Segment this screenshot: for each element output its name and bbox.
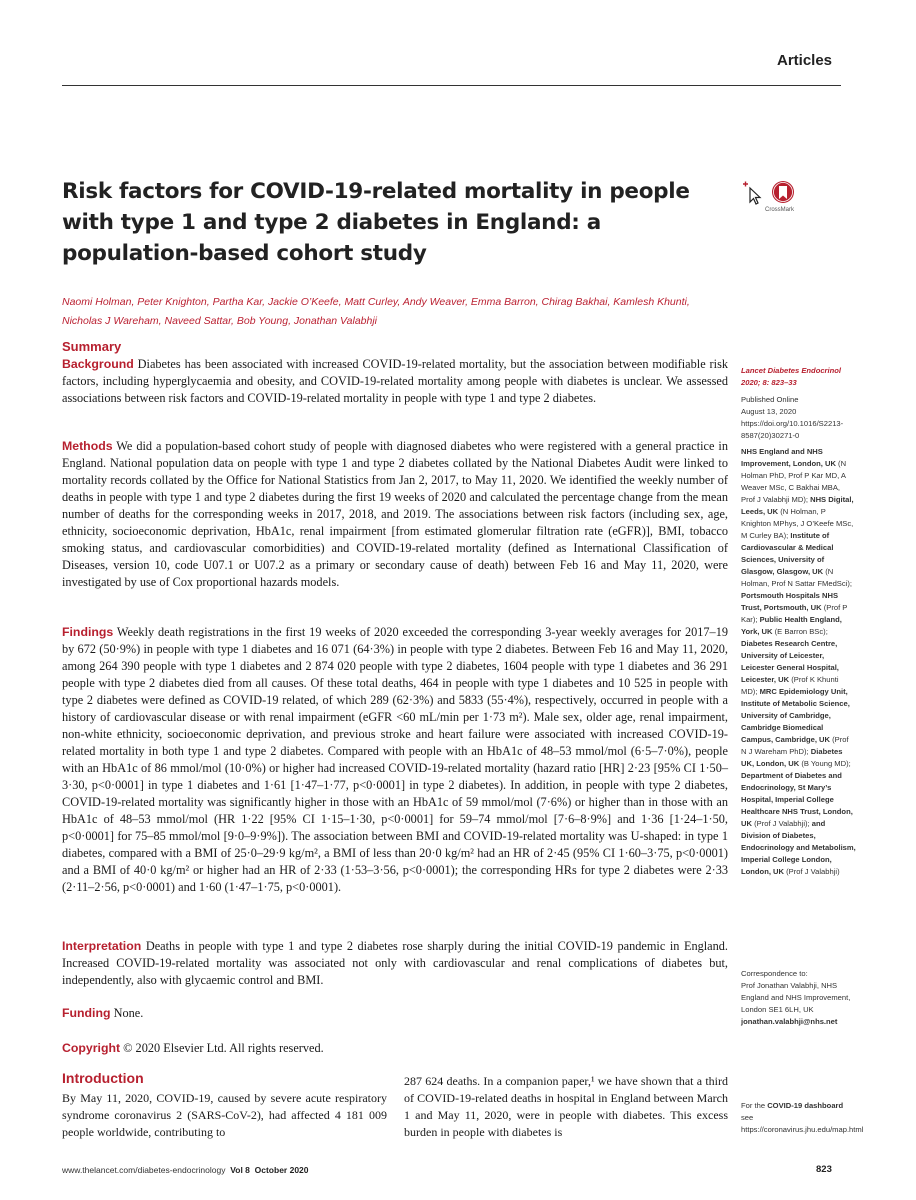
methods-text: We did a population-based cohort study of people with diagnosed diabetes who were registered with a general practice in England. National population data on people with type 1 and type 2 diabetes collated by the National Diabetes Audit were linked to mortality records collated by the Office for National Statistics from Jan 2, 2017, to May 11, 2020. We identified the weekly number of deaths in people with type 1 and type 2 diabetes during the first 19 weeks of 2020 and calculated the percentage change from the mean number of deaths for the corresponding weeks in 2017, 2018, and 2019. The associations between risk factors (including sex, age, ethnicity, socioeconomic deprivation, HbA1c, renal impairment [from estimated glomerular filtration rate (eGFR)], BMI, tobacco smoking status, and cardiovascular comorbidities) and COVID-19-related mortality (defined as International Classification of Diseases, version 10, code U07.1 or U07.2 as a primary or secondary cause of death) between Feb 16 and May 11, 2020, were investigated by use of Cox proportional hazards models. [62, 439, 728, 589]
sidebar-dashboard-note [741, 1100, 864, 1136]
abstract-methods [62, 438, 728, 591]
dashboard-link[interactable]: see https://coronavirus.jhu.edu/map.html [741, 1113, 864, 1134]
findings-text: Weekly death registrations in the first 19 weeks of 2020 exceeded the corresponding 3-year weekly averages for 2017–19 by 672 (50·9%) in people with type 1 diabetes and 16 071 (64·3%) in people with type 2 diabetes. Between Feb 16 and May 11, 2020, among 264 390 people with type 1 diabetes and 2 874 020 people with type 2 diabetes, 1604 people with type 1 diabetes and 36 291 people with type 2 diabetes died from all causes. Of these total deaths, 464 in people with type 1 diabetes and 10 525 in people with type 2 diabetes were defined as COVID-19 related, of which 289 (62·3%) and 5833 (55·4%), respectively, occurred in people with a history of cardiovascular disease or with renal impairment (eGFR <60 mL/min per 1·73 m²). Male sex, older age, renal impairment, non-white ethnicity, socioeconomic deprivation, and previous stroke and heart failure were associated with increased COVID-19-related mortality in both type 1 and type 2 diabetes. Compared with people with an HbA1c of 48–53 mmol/mol (6·5–7·0%), people with an HbA1c of 86 mmol/mol (10·0%) or higher had increased COVID-19-related mortality (hazard ratio [HR] 2·23 [95% CI 1·50–3·30, p<0·0001] in type 1 diabetes and 1·61 [1·47–1·77, p<0·0001] in type 2 diabetes). In addition, in people with type 2 diabetes, COVID-19-related mortality was significantly higher in those with an HbA1c of 59 mmol/mol (7·6%) or higher than in those with an HbA1c of 48–53 mmol/mol (HR 1·22 [95% CI 1·15–1·30, p<0·0001] for 59–74 mmol/mol [7·6–8·9%] and 1·36 [1·24–1·50, p<0·0001] for 75–85 mmol/mol [9·0–9·9%]). The association between BMI and COVID-19-related mortality was U-shaped: in type 1 diabetes, compared with a BMI of 25·0–29·9 kg/m², a BMI of less than 20·0 kg/m² had an HR of 2·45 (95% CI 1·60–3·75, p<0·0001) and a BMI of 40·0 kg/m² or higher had an HR of 2·33 (1·53–3·56, p<0·0001); the corresponding HRs for type 2 diabetes were 2·33 (2·11–2·56, p<0·0001) and 1·60 (1·47–1·75, p<0·0001). [62, 625, 729, 894]
affiliation-org: Diabetes UK, London, UK [741, 747, 843, 768]
background-text: Diabetes has been associated with increased COVID-19-related mortality, but the association between modifiable risk factors, including hyperglycaemia and obesity, and COVID-19-related mortality among people with diabetes is unclear. We assessed associations between risk factors and COVID-19-related mortality in people with type 1 and type 2 diabetes. [62, 357, 729, 405]
sidebar-affiliations [741, 446, 856, 878]
funding-text: None. [113, 1006, 144, 1020]
published-label: Published Online [741, 395, 799, 404]
affiliation-org: MRC Epidemiology Unit, Institute of Metabolic Science, University of Cambridge, Cambridge Biomedical Campus, Cambridge, UK [741, 687, 850, 744]
correspondence-label: Correspondence to: [741, 969, 808, 978]
correspondence-address: Prof Jonathan Valabhji, NHS England and NHS Improvement, London SE1 6LH, UK [741, 981, 851, 1014]
abstract-copyright [62, 1040, 728, 1057]
affiliation-people: (E Barron BSc); [774, 627, 828, 636]
abstract-background [62, 356, 728, 407]
footer-journal [62, 1165, 309, 1175]
published-date: August 13, 2020 [741, 407, 797, 416]
affiliation-people: (Prof K Khunti MD); [741, 675, 839, 696]
methods-label: Methods [62, 439, 113, 453]
cursor-spark-icon [743, 182, 760, 205]
affiliation-people: (N Holman, P Knighton MPhys, J O’Keefe MSc, M Curley BA); [741, 507, 854, 540]
affiliation-org: Portsmouth Hospitals NHS Trust, Portsmouth, UK [741, 591, 839, 612]
crossmark-label: CrossMark [765, 207, 795, 213]
abstract-funding [62, 1005, 728, 1022]
intro-column-2: 287 624 deaths. In a companion paper,¹ we have shown that a third of COVID-19-related deaths in hospital in England between March 1 and May 11, 2020, were in people with diabetes. This excess burden in people with diabetes is [404, 1074, 728, 1139]
sidebar-citation [741, 365, 856, 389]
affiliation-org: and Division of Diabetes, Endocrinology and Metabolism, Imperial College London, London, UK [741, 819, 856, 876]
affiliation-people: (Prof J Valabhji) [786, 867, 840, 876]
affiliation-people: (Prof J Valabhji); [754, 819, 810, 828]
background-label: Background [62, 357, 134, 371]
dashboard-label: COVID-19 dashboard [767, 1101, 844, 1110]
affiliation-org: Institute of Cardiovascular & Medical Sciences, University of Glasgow, Glasgow, UK [741, 531, 834, 576]
section-label: Articles [777, 52, 833, 69]
correspondence-email[interactable]: jonathan.valabhji@nhs.net [741, 1017, 838, 1026]
affiliation-people: (N Holman PhD, Prof P Kar MD, A Weaver MSc, C Bakhai MBA, Prof J Valabhji MD); [741, 459, 847, 504]
dashboard-prefix: For the [741, 1101, 766, 1110]
affiliation-org: Department of Diabetes and Endocrinology, St Mary’s Hospital, Imperial College Healthcare NHS Trust, London, UK [741, 771, 853, 828]
header-divider [62, 85, 841, 86]
funding-label: Funding [62, 1006, 111, 1020]
sidebar-correspondence [741, 968, 856, 1028]
doi-link[interactable]: https://doi.org/10.1016/S2213-8587(20)30271-0 [741, 419, 844, 440]
affiliation-people: (B Young MD); [801, 759, 851, 768]
copyright-label: Copyright [62, 1041, 121, 1055]
citation-text: Lancet Diabetes Endocrinol 2020; 8: 823–33 [741, 366, 842, 387]
interpretation-label: Interpretation [62, 939, 142, 953]
article-title: Risk factors for COVID-19-related mortality in people with type 1 and type 2 diabetes in England: a population-based cohort study [62, 179, 690, 266]
introduction-heading: Introduction [62, 1070, 144, 1086]
footer-url[interactable]: www.thelancet.com/diabetes-endocrinology [62, 1165, 226, 1175]
page-number: 823 [816, 1164, 832, 1175]
abstract-findings [62, 624, 728, 896]
affiliation-org: Diabetes Research Centre, University of Leicester, Leicester General Hospital, Leicester, UK [741, 639, 839, 684]
footer-date: October 2020 [254, 1165, 309, 1175]
affiliation-org: NHS Digital, Leeds, UK [741, 495, 854, 516]
affiliation-org: Public Health England, York, UK [741, 615, 842, 636]
findings-label: Findings [62, 625, 114, 639]
affiliation-org: NHS England and NHS Improvement, London, UK [741, 447, 836, 468]
footer-volume: Vol 8 [230, 1165, 250, 1175]
sidebar-published [741, 394, 856, 442]
intro-column-1: By May 11, 2020, COVID-19, caused by severe acute respiratory syndrome coronavirus 2 (SARS-CoV-2), had affected 4 181 009 people worldwide, contributing to [62, 1091, 387, 1139]
copyright-text: © 2020 Elsevier Ltd. All rights reserved. [123, 1041, 324, 1055]
summary-heading: Summary [62, 339, 122, 354]
interpretation-text: Deaths in people with type 1 and type 2 diabetes rose sharply during the initial COVID-19 pandemic in England. Increased COVID-19-related mortality was associated not only with cardiovascular and renal complications of diabetes but, independently, also with glycaemic control and BMI. [62, 939, 729, 987]
affiliation-people: (Prof P Kar); [741, 603, 848, 624]
author-list: Naomi Holman, Peter Knighton, Partha Kar, Jackie O’Keefe, Matt Curley, Andy Weaver, Emma Barron, Chirag Bakhai, Kamlesh Khunti, Nicholas J Wareham, Naveed Sattar, Bob Young, Jonathan Valabhji [62, 296, 690, 327]
affiliation-people: (Prof N J Wareham PhD); [741, 735, 849, 756]
affiliation-people: (N Holman, Prof N Sattar FMedSci); [741, 567, 852, 588]
abstract-interpretation [62, 938, 728, 989]
